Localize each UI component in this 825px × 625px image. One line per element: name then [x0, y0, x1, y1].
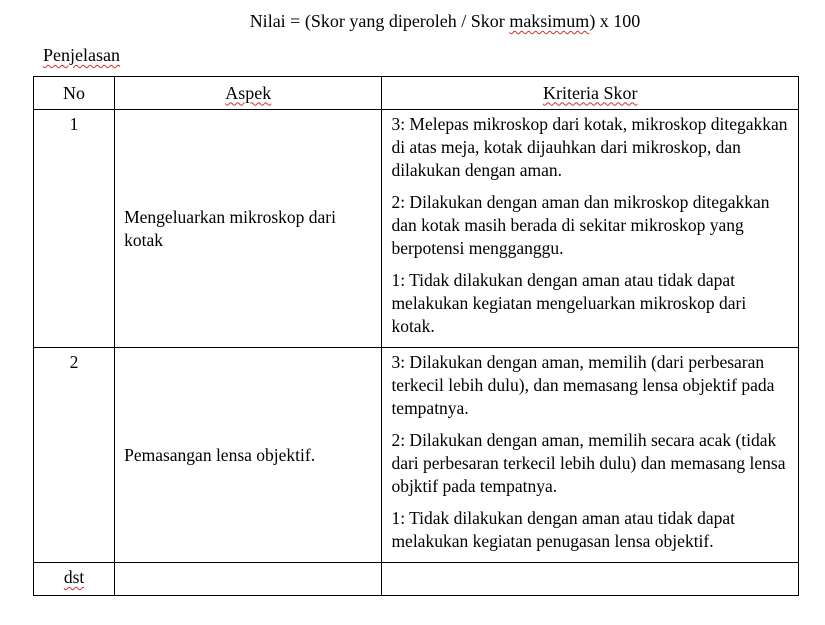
row-number: 2 — [34, 348, 115, 563]
criteria-score-3: 3: Melepas mikroskop dari kotak, mikroskop ditegakkan di atas meja, kotak dijauhkan dari mikroskop, dan dilakukan dengan aman. — [391, 114, 788, 180]
score-formula — [0, 11, 825, 32]
table-row — [34, 110, 799, 348]
row-number: 1 — [34, 110, 115, 348]
formula-text-end: ) x 100 — [589, 11, 641, 31]
criteria-score-2: 2: Dilakukan dengan aman dan mikroskop ditegakkan dan kotak masih berada di sekitar mikroskop yang berpotensi mengganggu. — [391, 192, 770, 258]
table-header-row — [34, 77, 799, 110]
criteria-cell — [382, 563, 799, 596]
criteria-cell — [382, 348, 799, 563]
formula-text-maksimum: maksimum — [509, 11, 590, 31]
aspect-cell: Pemasangan lensa objektif. — [115, 348, 382, 563]
table-row — [34, 563, 799, 596]
criteria-score-3: 3: Dilakukan dengan aman, memilih (dari perbesaran terkecil lebih dulu), dan memasang lensa objektif pada tempatnya. — [391, 352, 775, 418]
formula-text-start: Nilai = (Skor yang diperoleh / Skor — [249, 11, 510, 31]
scoring-rubric-table — [33, 76, 799, 596]
row-number: dst — [34, 563, 115, 596]
table-row — [34, 348, 799, 563]
column-header-no: No — [34, 77, 115, 110]
aspect-cell: Mengeluarkan mikroskop dari kotak — [115, 110, 382, 348]
column-header-kriteria: Kriteria Skor — [382, 77, 799, 110]
criteria-score-2: 2: Dilakukan dengan aman, memilih secara acak (tidak dari perbesaran terkecil lebih dulu) dan memasang lensa objktif pada tempatnya. — [391, 430, 786, 496]
criteria-score-1: 1: Tidak dilakukan dengan aman atau tidak dapat melakukan kegiatan penugasan lensa objektif. — [391, 508, 736, 551]
criteria-cell — [382, 110, 799, 348]
column-header-aspek: Aspek — [115, 77, 382, 110]
criteria-score-1: 1: Tidak dilakukan dengan aman atau tidak dapat melakukan kegiatan mengeluarkan mikroskop dari kotak. — [391, 270, 747, 336]
aspect-cell — [115, 563, 382, 596]
section-label-penjelasan: Penjelasan — [43, 45, 120, 65]
